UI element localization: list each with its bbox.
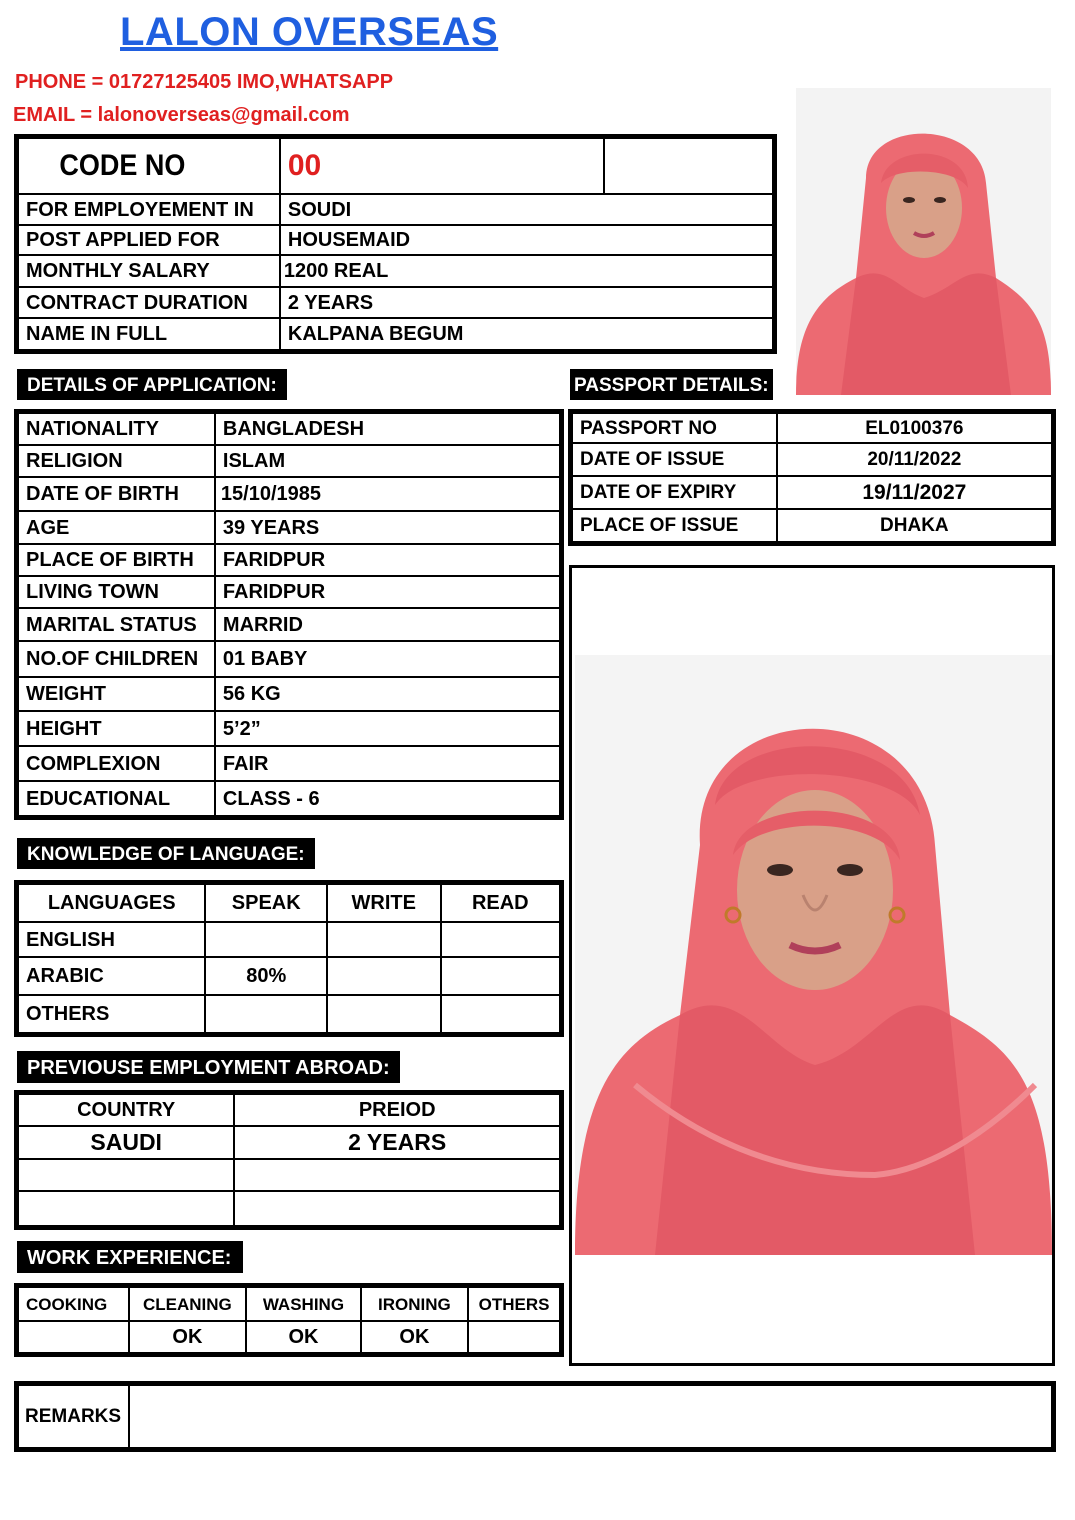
language-cell <box>441 922 560 957</box>
detail-label: WEIGHT <box>18 677 215 711</box>
applicant-photo-small <box>796 88 1051 395</box>
code-no-extra-cell <box>604 138 773 194</box>
summary-label: POST APPLIED FOR <box>18 225 280 255</box>
language-cell <box>205 922 327 957</box>
language-cell: 80% <box>205 957 327 995</box>
summary-label: NAME IN FULL <box>18 318 280 350</box>
detail-value: 56 KG <box>215 677 560 711</box>
section-work-experience: WORK EXPERIENCE: <box>17 1241 243 1273</box>
language-cell <box>205 995 327 1033</box>
language-header: READ <box>441 884 560 922</box>
summary-value: SOUDI <box>280 194 773 225</box>
detail-value: 39 YEARS <box>215 511 560 544</box>
work-value: OK <box>129 1321 247 1353</box>
summary-value: 2 YEARS <box>280 287 773 318</box>
summary-value: 1200 REAL <box>280 255 773 287</box>
portrait-illustration-large <box>575 655 1052 1255</box>
detail-label: NATIONALITY <box>18 413 215 445</box>
language-name: ENGLISH <box>18 922 205 957</box>
summary-label: MONTHLY SALARY <box>18 255 280 287</box>
language-cell <box>441 957 560 995</box>
summary-value: HOUSEMAID <box>280 225 773 255</box>
employment-country <box>18 1159 234 1191</box>
remarks-table <box>17 1384 1053 1449</box>
summary-label: FOR EMPLOYEMENT IN <box>18 194 280 225</box>
remarks-label: REMARKS <box>18 1385 129 1448</box>
detail-label: DATE OF BIRTH <box>18 477 215 511</box>
language-table <box>17 883 561 1034</box>
work-header: OTHERS <box>468 1287 560 1321</box>
work-value <box>18 1321 129 1353</box>
applicant-photo-large <box>575 655 1052 1255</box>
detail-value: BANGLADESH <box>215 413 560 445</box>
detail-label: PLACE OF BIRTH <box>18 544 215 576</box>
detail-value: CLASS - 6 <box>215 781 560 816</box>
detail-label: AGE <box>18 511 215 544</box>
work-value: OK <box>246 1321 360 1353</box>
summary-value: KALPANA BEGUM <box>280 318 773 350</box>
detail-value: ISLAM <box>215 445 560 477</box>
passport-label: DATE OF EXPIRY <box>572 476 777 509</box>
language-cell <box>441 995 560 1033</box>
phone-line: PHONE = 01727125405 IMO,WHATSAPP <box>15 71 394 93</box>
detail-label: NO.OF CHILDREN <box>18 641 215 677</box>
detail-label: RELIGION <box>18 445 215 477</box>
section-knowledge-of-language: KNOWLEDGE OF LANGUAGE: <box>17 838 315 869</box>
detail-value: 01 BABY <box>215 641 560 677</box>
language-header: SPEAK <box>205 884 327 922</box>
passport-label: PLACE OF ISSUE <box>572 509 777 542</box>
detail-label: LIVING TOWN <box>18 576 215 608</box>
detail-label: EDUCATIONAL <box>18 781 215 816</box>
language-cell <box>327 957 441 995</box>
section-details-of-application: DETAILS OF APPLICATION: <box>17 369 287 400</box>
employment-table <box>17 1093 561 1227</box>
detail-label: HEIGHT <box>18 711 215 746</box>
employment-country: SAUDI <box>18 1126 234 1159</box>
passport-value: EL0100376 <box>777 413 1052 443</box>
section-passport-details: PASSPORT DETAILS: <box>570 369 773 400</box>
detail-value: MARRID <box>215 608 560 641</box>
language-header: LANGUAGES <box>18 884 205 922</box>
passport-value: DHAKA <box>777 509 1052 542</box>
summary-label: CONTRACT DURATION <box>18 287 280 318</box>
passport-details-table <box>571 412 1053 543</box>
language-cell <box>327 922 441 957</box>
work-value <box>468 1321 560 1353</box>
section-previous-employment: PREVIOUSE EMPLOYMENT ABROAD: <box>17 1051 400 1083</box>
employment-period <box>234 1159 560 1191</box>
job-summary-table <box>17 137 774 351</box>
employment-period <box>234 1191 560 1226</box>
passport-label: PASSPORT NO <box>572 413 777 443</box>
employment-country <box>18 1191 234 1226</box>
work-experience-table <box>17 1286 561 1354</box>
application-details-table <box>17 412 561 817</box>
detail-value: 5’2” <box>215 711 560 746</box>
language-cell <box>327 995 441 1033</box>
passport-value: 19/11/2027 <box>777 476 1052 509</box>
detail-value: FARIDPUR <box>215 576 560 608</box>
detail-label: MARITAL STATUS <box>18 608 215 641</box>
work-header: CLEANING <box>129 1287 247 1321</box>
work-value: OK <box>361 1321 468 1353</box>
detail-value: 15/10/1985 <box>215 477 560 511</box>
language-name: OTHERS <box>18 995 205 1033</box>
brand-title: LALON OVERSEAS <box>120 10 499 54</box>
detail-label: COMPLEXION <box>18 746 215 781</box>
employment-period: 2 YEARS <box>234 1126 560 1159</box>
portrait-illustration <box>796 88 1051 395</box>
email-line: EMAIL = lalonoverseas@gmail.com <box>13 104 350 126</box>
work-header: IRONING <box>361 1287 468 1321</box>
language-name: ARABIC <box>18 957 205 995</box>
employment-header: PREIOD <box>234 1094 560 1126</box>
language-header: WRITE <box>327 884 441 922</box>
employment-header: COUNTRY <box>18 1094 234 1126</box>
remarks-value <box>129 1385 1052 1448</box>
detail-value: FARIDPUR <box>215 544 560 576</box>
code-no-value: 00 <box>280 138 604 194</box>
passport-value: 20/11/2022 <box>777 443 1052 476</box>
detail-value: FAIR <box>215 746 560 781</box>
passport-label: DATE OF ISSUE <box>572 443 777 476</box>
work-header: COOKING <box>18 1287 129 1321</box>
code-no-label: CODE NO <box>18 138 254 194</box>
work-header: WASHING <box>246 1287 360 1321</box>
